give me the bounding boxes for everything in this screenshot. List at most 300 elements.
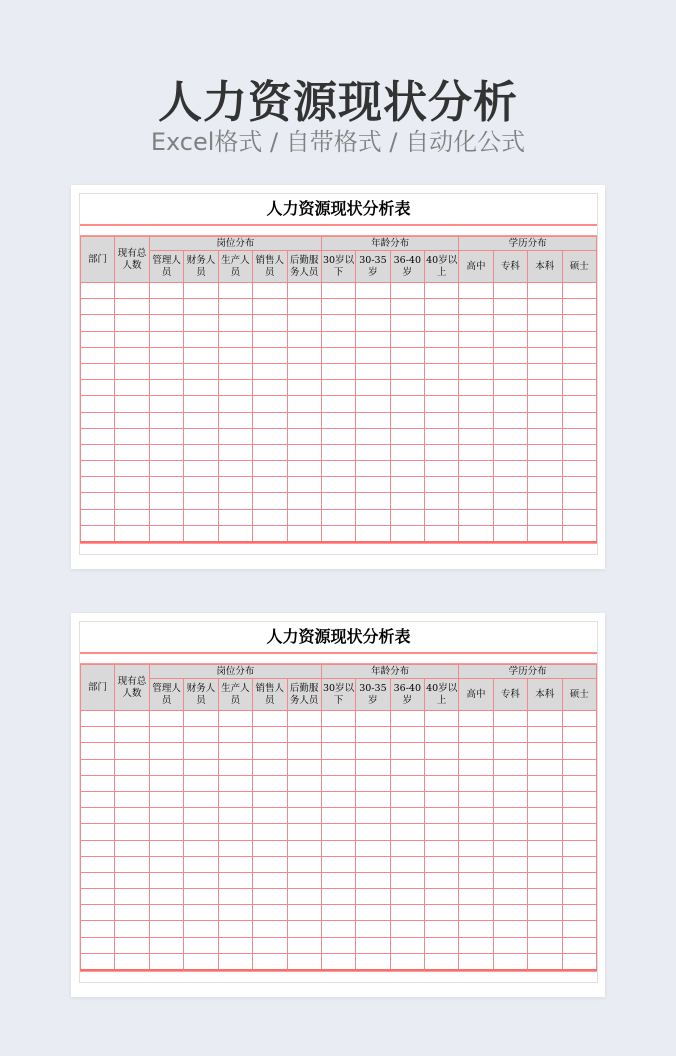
table-cell[interactable]: [253, 759, 287, 775]
table-cell[interactable]: [493, 315, 527, 331]
table-cell[interactable]: [218, 937, 252, 953]
table-cell[interactable]: [150, 840, 184, 856]
table-cell[interactable]: [425, 299, 459, 315]
table-cell[interactable]: [115, 711, 150, 727]
table-cell[interactable]: [390, 428, 424, 444]
table-cell[interactable]: [184, 493, 218, 509]
table-cell[interactable]: [184, 727, 218, 743]
table-cell[interactable]: [459, 444, 493, 460]
table-cell[interactable]: [81, 840, 115, 856]
table-cell[interactable]: [493, 283, 527, 299]
table-cell[interactable]: [459, 743, 493, 759]
table-cell[interactable]: [253, 412, 287, 428]
table-cell[interactable]: [218, 953, 252, 970]
table-cell[interactable]: [562, 775, 597, 791]
table-cell[interactable]: [115, 743, 150, 759]
table-cell[interactable]: [356, 937, 390, 953]
table-cell[interactable]: [493, 889, 527, 905]
table-cell[interactable]: [81, 759, 115, 775]
table-cell[interactable]: [81, 428, 115, 444]
table-cell[interactable]: [321, 283, 355, 299]
table-cell[interactable]: [150, 808, 184, 824]
table-cell[interactable]: [115, 363, 150, 379]
table-cell[interactable]: [562, 299, 597, 315]
table-cell[interactable]: [115, 380, 150, 396]
table-cell[interactable]: [150, 525, 184, 542]
table-cell[interactable]: [184, 775, 218, 791]
table-cell[interactable]: [287, 711, 321, 727]
table-cell[interactable]: [493, 872, 527, 888]
table-cell[interactable]: [150, 299, 184, 315]
table-cell[interactable]: [425, 477, 459, 493]
table-cell[interactable]: [562, 889, 597, 905]
table-cell[interactable]: [115, 889, 150, 905]
table-cell[interactable]: [425, 412, 459, 428]
table-cell[interactable]: [218, 743, 252, 759]
table-cell[interactable]: [425, 363, 459, 379]
table-cell[interactable]: [218, 363, 252, 379]
table-cell[interactable]: [253, 363, 287, 379]
table-cell[interactable]: [184, 791, 218, 807]
table-cell[interactable]: [528, 953, 562, 970]
table-cell[interactable]: [150, 315, 184, 331]
table-cell[interactable]: [528, 412, 562, 428]
table-cell[interactable]: [321, 396, 355, 412]
table-cell[interactable]: [356, 808, 390, 824]
table-cell[interactable]: [287, 299, 321, 315]
table-cell[interactable]: [287, 743, 321, 759]
table-cell[interactable]: [528, 331, 562, 347]
table-cell[interactable]: [184, 412, 218, 428]
table-cell[interactable]: [253, 905, 287, 921]
table-cell[interactable]: [81, 937, 115, 953]
table-cell[interactable]: [115, 759, 150, 775]
table-cell[interactable]: [562, 905, 597, 921]
table-cell[interactable]: [459, 493, 493, 509]
table-cell[interactable]: [459, 396, 493, 412]
table-cell[interactable]: [425, 791, 459, 807]
table-cell[interactable]: [562, 461, 597, 477]
table-cell[interactable]: [390, 759, 424, 775]
table-cell[interactable]: [425, 953, 459, 970]
table-cell[interactable]: [150, 953, 184, 970]
table-cell[interactable]: [253, 509, 287, 525]
table-cell[interactable]: [390, 347, 424, 363]
table-cell[interactable]: [321, 775, 355, 791]
table-cell[interactable]: [184, 711, 218, 727]
table-cell[interactable]: [493, 905, 527, 921]
table-cell[interactable]: [81, 493, 115, 509]
table-cell[interactable]: [287, 856, 321, 872]
table-cell[interactable]: [390, 299, 424, 315]
table-cell[interactable]: [459, 808, 493, 824]
table-cell[interactable]: [115, 412, 150, 428]
table-cell[interactable]: [321, 299, 355, 315]
table-cell[interactable]: [528, 444, 562, 460]
table-cell[interactable]: [390, 525, 424, 542]
table-cell[interactable]: [218, 347, 252, 363]
table-cell[interactable]: [493, 461, 527, 477]
table-cell[interactable]: [493, 808, 527, 824]
table-cell[interactable]: [287, 412, 321, 428]
table-cell[interactable]: [321, 840, 355, 856]
table-cell[interactable]: [356, 477, 390, 493]
table-cell[interactable]: [390, 461, 424, 477]
table-cell[interactable]: [356, 363, 390, 379]
table-cell[interactable]: [115, 331, 150, 347]
table-cell[interactable]: [150, 347, 184, 363]
table-cell[interactable]: [562, 428, 597, 444]
table-cell[interactable]: [287, 727, 321, 743]
table-cell[interactable]: [562, 872, 597, 888]
table-cell[interactable]: [356, 412, 390, 428]
table-cell[interactable]: [562, 525, 597, 542]
table-cell[interactable]: [493, 477, 527, 493]
table-cell[interactable]: [493, 444, 527, 460]
table-cell[interactable]: [287, 428, 321, 444]
table-cell[interactable]: [253, 347, 287, 363]
table-cell[interactable]: [287, 905, 321, 921]
table-cell[interactable]: [425, 840, 459, 856]
table-cell[interactable]: [321, 905, 355, 921]
table-cell[interactable]: [184, 461, 218, 477]
table-cell[interactable]: [184, 396, 218, 412]
table-cell[interactable]: [356, 283, 390, 299]
table-cell[interactable]: [321, 412, 355, 428]
table-cell[interactable]: [115, 493, 150, 509]
table-cell[interactable]: [425, 461, 459, 477]
table-cell[interactable]: [528, 937, 562, 953]
table-cell[interactable]: [184, 380, 218, 396]
table-cell[interactable]: [528, 347, 562, 363]
table-cell[interactable]: [184, 889, 218, 905]
table-cell[interactable]: [562, 711, 597, 727]
table-cell[interactable]: [356, 921, 390, 937]
table-cell[interactable]: [528, 428, 562, 444]
table-cell[interactable]: [321, 428, 355, 444]
table-cell[interactable]: [218, 509, 252, 525]
table-cell[interactable]: [253, 791, 287, 807]
table-cell[interactable]: [81, 727, 115, 743]
table-cell[interactable]: [425, 493, 459, 509]
table-cell[interactable]: [115, 856, 150, 872]
table-cell[interactable]: [81, 905, 115, 921]
table-cell[interactable]: [150, 283, 184, 299]
table-cell[interactable]: [425, 775, 459, 791]
table-cell[interactable]: [562, 477, 597, 493]
table-cell[interactable]: [356, 525, 390, 542]
table-cell[interactable]: [321, 525, 355, 542]
table-cell[interactable]: [562, 347, 597, 363]
table-cell[interactable]: [218, 299, 252, 315]
table-cell[interactable]: [287, 937, 321, 953]
table-cell[interactable]: [390, 889, 424, 905]
table-cell[interactable]: [459, 315, 493, 331]
table-cell[interactable]: [218, 824, 252, 840]
table-cell[interactable]: [253, 808, 287, 824]
table-cell[interactable]: [390, 727, 424, 743]
table-cell[interactable]: [115, 477, 150, 493]
table-cell[interactable]: [356, 299, 390, 315]
table-cell[interactable]: [81, 396, 115, 412]
table-cell[interactable]: [390, 315, 424, 331]
table-cell[interactable]: [287, 363, 321, 379]
table-cell[interactable]: [493, 363, 527, 379]
table-cell[interactable]: [321, 743, 355, 759]
table-cell[interactable]: [321, 477, 355, 493]
table-cell[interactable]: [528, 283, 562, 299]
table-cell[interactable]: [425, 856, 459, 872]
table-cell[interactable]: [425, 937, 459, 953]
table-cell[interactable]: [115, 347, 150, 363]
table-cell[interactable]: [253, 315, 287, 331]
table-cell[interactable]: [321, 380, 355, 396]
table-cell[interactable]: [184, 921, 218, 937]
table-cell[interactable]: [459, 937, 493, 953]
table-cell[interactable]: [562, 921, 597, 937]
table-cell[interactable]: [459, 477, 493, 493]
table-cell[interactable]: [184, 331, 218, 347]
table-cell[interactable]: [321, 921, 355, 937]
table-cell[interactable]: [253, 428, 287, 444]
table-cell[interactable]: [184, 840, 218, 856]
table-cell[interactable]: [81, 525, 115, 542]
table-cell[interactable]: [459, 509, 493, 525]
table-cell[interactable]: [218, 477, 252, 493]
table-cell[interactable]: [81, 283, 115, 299]
table-cell[interactable]: [184, 824, 218, 840]
table-cell[interactable]: [562, 396, 597, 412]
table-cell[interactable]: [321, 347, 355, 363]
table-cell[interactable]: [184, 477, 218, 493]
table-cell[interactable]: [493, 509, 527, 525]
table-cell[interactable]: [425, 444, 459, 460]
table-cell[interactable]: [218, 428, 252, 444]
table-cell[interactable]: [459, 921, 493, 937]
table-cell[interactable]: [356, 872, 390, 888]
table-cell[interactable]: [390, 856, 424, 872]
table-cell[interactable]: [459, 428, 493, 444]
table-cell[interactable]: [253, 299, 287, 315]
table-cell[interactable]: [115, 840, 150, 856]
table-cell[interactable]: [184, 905, 218, 921]
table-cell[interactable]: [321, 808, 355, 824]
table-cell[interactable]: [218, 727, 252, 743]
table-cell[interactable]: [321, 824, 355, 840]
table-cell[interactable]: [321, 315, 355, 331]
table-cell[interactable]: [425, 759, 459, 775]
table-cell[interactable]: [562, 759, 597, 775]
table-cell[interactable]: [321, 727, 355, 743]
table-cell[interactable]: [562, 824, 597, 840]
table-cell[interactable]: [218, 791, 252, 807]
table-cell[interactable]: [356, 331, 390, 347]
table-cell[interactable]: [253, 331, 287, 347]
table-cell[interactable]: [562, 315, 597, 331]
table-cell[interactable]: [459, 840, 493, 856]
table-cell[interactable]: [253, 380, 287, 396]
table-cell[interactable]: [390, 412, 424, 428]
table-cell[interactable]: [425, 921, 459, 937]
table-cell[interactable]: [390, 872, 424, 888]
table-cell[interactable]: [321, 444, 355, 460]
table-cell[interactable]: [150, 791, 184, 807]
table-cell[interactable]: [459, 380, 493, 396]
table-cell[interactable]: [356, 347, 390, 363]
table-cell[interactable]: [218, 921, 252, 937]
table-cell[interactable]: [493, 412, 527, 428]
table-cell[interactable]: [528, 808, 562, 824]
table-cell[interactable]: [150, 363, 184, 379]
table-cell[interactable]: [253, 953, 287, 970]
table-cell[interactable]: [150, 921, 184, 937]
table-cell[interactable]: [81, 743, 115, 759]
table-cell[interactable]: [356, 396, 390, 412]
table-cell[interactable]: [287, 283, 321, 299]
table-cell[interactable]: [81, 444, 115, 460]
table-cell[interactable]: [218, 889, 252, 905]
table-cell[interactable]: [528, 363, 562, 379]
table-cell[interactable]: [218, 808, 252, 824]
table-cell[interactable]: [493, 856, 527, 872]
table-cell[interactable]: [150, 937, 184, 953]
table-cell[interactable]: [321, 509, 355, 525]
table-cell[interactable]: [218, 331, 252, 347]
table-cell[interactable]: [459, 347, 493, 363]
table-cell[interactable]: [528, 905, 562, 921]
table-cell[interactable]: [81, 808, 115, 824]
table-cell[interactable]: [253, 461, 287, 477]
table-cell[interactable]: [528, 840, 562, 856]
table-cell[interactable]: [321, 872, 355, 888]
table-cell[interactable]: [528, 380, 562, 396]
table-cell[interactable]: [390, 905, 424, 921]
table-cell[interactable]: [253, 477, 287, 493]
table-cell[interactable]: [390, 808, 424, 824]
table-cell[interactable]: [253, 444, 287, 460]
table-cell[interactable]: [253, 525, 287, 542]
table-cell[interactable]: [287, 791, 321, 807]
table-cell[interactable]: [459, 412, 493, 428]
table-cell[interactable]: [425, 380, 459, 396]
table-cell[interactable]: [81, 791, 115, 807]
table-cell[interactable]: [184, 743, 218, 759]
table-cell[interactable]: [528, 727, 562, 743]
table-cell[interactable]: [356, 509, 390, 525]
table-cell[interactable]: [528, 921, 562, 937]
table-cell[interactable]: [287, 477, 321, 493]
table-cell[interactable]: [184, 509, 218, 525]
table-cell[interactable]: [562, 743, 597, 759]
table-cell[interactable]: [493, 937, 527, 953]
table-cell[interactable]: [218, 412, 252, 428]
table-cell[interactable]: [493, 493, 527, 509]
table-cell[interactable]: [528, 315, 562, 331]
table-cell[interactable]: [356, 840, 390, 856]
table-cell[interactable]: [390, 824, 424, 840]
table-cell[interactable]: [218, 380, 252, 396]
table-cell[interactable]: [390, 396, 424, 412]
table-cell[interactable]: [356, 791, 390, 807]
table-cell[interactable]: [425, 743, 459, 759]
table-cell[interactable]: [218, 315, 252, 331]
table-cell[interactable]: [425, 347, 459, 363]
table-cell[interactable]: [81, 856, 115, 872]
table-cell[interactable]: [218, 872, 252, 888]
table-cell[interactable]: [218, 396, 252, 412]
table-cell[interactable]: [459, 461, 493, 477]
table-cell[interactable]: [356, 727, 390, 743]
table-cell[interactable]: [562, 840, 597, 856]
table-cell[interactable]: [253, 840, 287, 856]
table-cell[interactable]: [562, 444, 597, 460]
table-cell[interactable]: [115, 299, 150, 315]
table-cell[interactable]: [528, 889, 562, 905]
table-cell[interactable]: [321, 889, 355, 905]
table-cell[interactable]: [459, 856, 493, 872]
table-cell[interactable]: [287, 775, 321, 791]
table-cell[interactable]: [425, 711, 459, 727]
table-cell[interactable]: [321, 856, 355, 872]
table-cell[interactable]: [150, 396, 184, 412]
table-cell[interactable]: [390, 921, 424, 937]
table-cell[interactable]: [150, 872, 184, 888]
table-cell[interactable]: [253, 775, 287, 791]
table-cell[interactable]: [81, 347, 115, 363]
table-cell[interactable]: [390, 840, 424, 856]
table-cell[interactable]: [150, 824, 184, 840]
table-cell[interactable]: [184, 856, 218, 872]
table-cell[interactable]: [425, 525, 459, 542]
table-cell[interactable]: [493, 331, 527, 347]
table-cell[interactable]: [287, 315, 321, 331]
table-cell[interactable]: [81, 921, 115, 937]
table-cell[interactable]: [184, 363, 218, 379]
table-cell[interactable]: [390, 283, 424, 299]
table-cell[interactable]: [562, 412, 597, 428]
table-cell[interactable]: [321, 759, 355, 775]
table-cell[interactable]: [493, 953, 527, 970]
table-cell[interactable]: [81, 363, 115, 379]
table-cell[interactable]: [150, 493, 184, 509]
table-cell[interactable]: [562, 808, 597, 824]
table-cell[interactable]: [425, 824, 459, 840]
table-cell[interactable]: [81, 331, 115, 347]
table-cell[interactable]: [493, 759, 527, 775]
table-cell[interactable]: [150, 775, 184, 791]
table-cell[interactable]: [562, 283, 597, 299]
table-cell[interactable]: [184, 872, 218, 888]
table-cell[interactable]: [184, 428, 218, 444]
table-cell[interactable]: [115, 937, 150, 953]
table-cell[interactable]: [493, 380, 527, 396]
table-cell[interactable]: [459, 283, 493, 299]
table-cell[interactable]: [253, 921, 287, 937]
table-cell[interactable]: [321, 493, 355, 509]
table-cell[interactable]: [253, 889, 287, 905]
table-cell[interactable]: [356, 493, 390, 509]
table-cell[interactable]: [115, 872, 150, 888]
table-cell[interactable]: [253, 727, 287, 743]
table-cell[interactable]: [425, 808, 459, 824]
table-cell[interactable]: [81, 889, 115, 905]
table-cell[interactable]: [81, 461, 115, 477]
table-cell[interactable]: [390, 937, 424, 953]
table-cell[interactable]: [287, 347, 321, 363]
table-cell[interactable]: [150, 905, 184, 921]
table-cell[interactable]: [321, 331, 355, 347]
table-cell[interactable]: [287, 444, 321, 460]
